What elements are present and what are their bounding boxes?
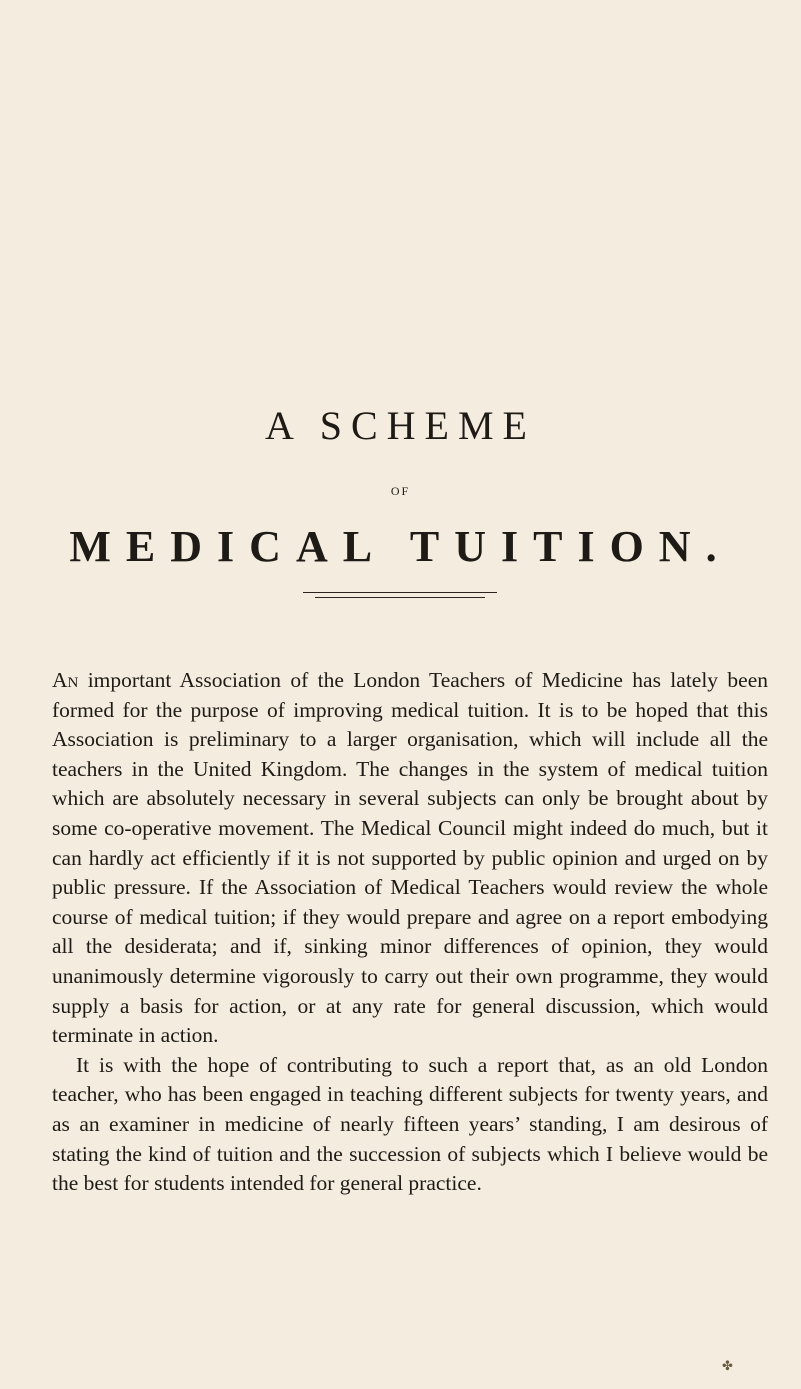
title-rule-bottom — [315, 597, 485, 598]
paragraph-1-lead: An — [52, 668, 79, 692]
title-line-medical-tuition: MEDICAL TUITION. — [69, 522, 732, 571]
title-rule-top — [303, 592, 497, 593]
title-of: OF — [390, 484, 411, 498]
title-line-scheme: A SCHEME — [265, 403, 536, 448]
paragraph-2: It is with the hope of contributing to such a report that, as an old London teacher, who has been engaged in teaching different subjects for twenty years, and as an examiner in medicine of nearly fifteen years’ standing, I am desirous of stating the kind of tuition and the succession of subjects which I believe would be the best for students intended for general practice. — [52, 1052, 768, 1196]
paragraph-1 — [52, 666, 768, 1051]
body-text — [52, 666, 768, 1199]
printer-mark-icon: ✤ — [722, 1358, 733, 1373]
paragraph-1-text: important Association of the London Teachers of Medicine has lately been formed for the purpose of improving medical tuition. It is to be hoped that this Association is preliminary to a larger organisation, which will include all the teachers in the United Kingdom. The changes in the system of medical tuition which are absolutely necessary in several subjects can only be brought about by some co-operative movement. The Medical Council might indeed do much, but it can hardly act efficiently if it is not supported by public opinion and urged on by public pressure. If the Association of Medical Teachers would review the whole course of medical tuition; if they would prepare and agree on a report embodying all the desiderata; and if, sinking minor differences of opinion, they would unanimously determine vigorously to carry out their own programme, they would supply a basis for action, or at any rate for general discussion, which would terminate in action. — [52, 668, 768, 1048]
